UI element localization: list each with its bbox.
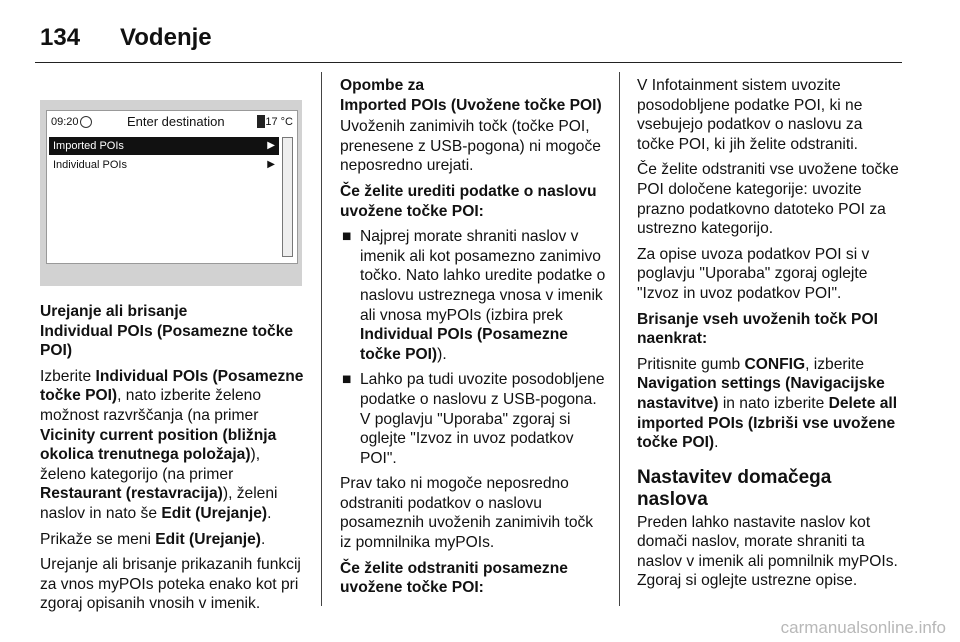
page-header bbox=[40, 24, 212, 52]
column-divider bbox=[321, 72, 322, 606]
arrow-right-icon: ▶ bbox=[267, 159, 275, 170]
column-2 bbox=[340, 76, 606, 604]
subheading: Če želite urediti podatke o naslovu uvožene točke POI: bbox=[340, 182, 597, 220]
text-run: . bbox=[260, 530, 266, 548]
bold-run: Edit (Urejanje) bbox=[155, 530, 261, 548]
bold-run: Individual POIs (Posamezne točke POI) bbox=[40, 367, 304, 405]
section-heading bbox=[40, 302, 306, 361]
page-number: 134 bbox=[40, 24, 81, 51]
list-item-label: Imported POIs bbox=[53, 140, 124, 152]
screen-title: Enter destination bbox=[127, 114, 225, 129]
text-run: Pritisnite gumb bbox=[637, 355, 745, 373]
screen-scrollbar bbox=[282, 137, 293, 257]
paragraph: Preden lahko nastavite naslov kot domači naslov, morate shraniti ta naslov v imenik ali pomnilnik myPOIs. Zgoraj si oglejte ustrezne opise. bbox=[637, 513, 898, 590]
bold-run: Edit (Urejanje) bbox=[161, 504, 268, 522]
text-run: Lahko pa tudi uvozite posodobljene podatke o naslovu z USB-pogona. V poglavju "Uporaba" zgoraj si oglejte "Izvoz in uvoz podatkov POI". bbox=[360, 371, 605, 467]
list-item bbox=[49, 137, 279, 155]
text-run: Najprej morate shraniti naslov v imenik ali kot posamezno zanimivo točko. Nato lahko uredite podatke o naslovu ustreznega vnosa v imenik ali vnosa myPOIs (izbira prek bbox=[360, 228, 606, 324]
bullet-square-icon: ■ bbox=[342, 371, 352, 389]
text-run: Izberite bbox=[40, 367, 96, 385]
text-run: ), želeni naslov in nato še bbox=[40, 485, 278, 522]
bold-run: Individual POIs (Posamezne točke POI) bbox=[360, 326, 568, 363]
note-title: Opombe za bbox=[340, 77, 425, 94]
paragraph bbox=[40, 367, 306, 524]
phone-icon bbox=[257, 115, 265, 128]
bold-run: Restaurant (restavracija) bbox=[40, 485, 223, 503]
text-run: Prikaže se meni bbox=[40, 530, 156, 548]
bullet-item bbox=[340, 227, 606, 364]
paragraph: Prav tako ni mogoče neposredno odstraniti podatkov o naslovu posameznih uvoženih zanimivih točk iz pomnilnika myPOIs. bbox=[340, 475, 594, 552]
paragraph: V Infotainment sistem uvozite posodobljene podatke POI, ki ne vsebujejo podatkov o naslovu za točke POI, ki jih želite odstraniti. bbox=[637, 77, 863, 153]
text-run: , izberite bbox=[805, 355, 865, 373]
bullet-item bbox=[340, 370, 606, 468]
list-item bbox=[49, 156, 279, 174]
paragraph: Urejanje ali brisanje prikazanih funkcij za vnos myPOIs poteka enako kot pri zgoraj opisanih vnosih v imenik. bbox=[40, 556, 301, 613]
heading-line: Urejanje ali brisanje bbox=[40, 303, 188, 320]
header-rule bbox=[35, 62, 902, 63]
section-title: Vodenje bbox=[120, 24, 212, 51]
text-run: in nato izberite bbox=[718, 394, 829, 412]
text-run: . bbox=[714, 434, 719, 452]
paragraph: Če želite odstraniti vse uvožene točke POI določene kategorije: uvozite prazno podatkovno datoteko POI za ustrezno kategorijo. bbox=[637, 161, 899, 238]
note-block bbox=[340, 76, 606, 115]
paragraph: Za opise uvoza podatkov POI si v poglavju "Uporaba" zgoraj oglejte "Izvoz in uvoz podatkov POI". bbox=[637, 245, 870, 302]
footer-watermark: carmanualsonline.info bbox=[780, 618, 946, 637]
text-run: . bbox=[267, 504, 272, 522]
list-item-label: Individual POIs bbox=[53, 159, 127, 171]
text-run: ), želeno kategorijo (na primer bbox=[40, 446, 261, 483]
arrow-right-icon: ▶ bbox=[267, 140, 275, 151]
clock-icon bbox=[80, 116, 92, 128]
subheading: Brisanje vseh uvoženih točk POI naenkrat: bbox=[637, 310, 878, 348]
note-title: Imported POIs (Uvožene točke POI) bbox=[340, 96, 602, 114]
paragraph: Uvoženih zanimivih točk (točke POI, prenesene z USB-pogona) ni mogoče neposredno urejati. bbox=[340, 118, 601, 175]
screen-status-bar bbox=[47, 111, 297, 133]
screen-temperature: 17 °C bbox=[265, 116, 293, 128]
bullet-square-icon: ■ bbox=[342, 228, 352, 246]
heading-line: Individual POIs (Posamezne točke POI) bbox=[40, 322, 294, 360]
column-3 bbox=[637, 76, 903, 597]
screen-time: 09:20 bbox=[51, 116, 79, 128]
text-run: , nato izberite želeno možnost razvrščanja (na primer bbox=[40, 387, 262, 424]
bold-run: Delete all imported POIs (Izbriši vse uvožene točke POI) bbox=[637, 394, 898, 452]
text-run: ). bbox=[437, 345, 447, 363]
bold-run: CONFIG bbox=[744, 355, 806, 373]
infotainment-screen-image bbox=[40, 100, 302, 286]
screen-display bbox=[46, 110, 298, 264]
bold-run: Navigation settings (Navigacijske nastavitve) bbox=[637, 375, 885, 412]
paragraph bbox=[637, 355, 903, 453]
subheading: Če želite odstraniti posamezne uvožene točke POI: bbox=[340, 559, 568, 597]
bold-run: Vicinity current position (bližnja okolica trenutnega položaja) bbox=[40, 426, 277, 464]
column-divider bbox=[619, 72, 620, 606]
paragraph bbox=[40, 530, 306, 550]
section-heading: Nastavitev domačega naslova bbox=[637, 466, 832, 510]
column-1 bbox=[40, 302, 306, 620]
